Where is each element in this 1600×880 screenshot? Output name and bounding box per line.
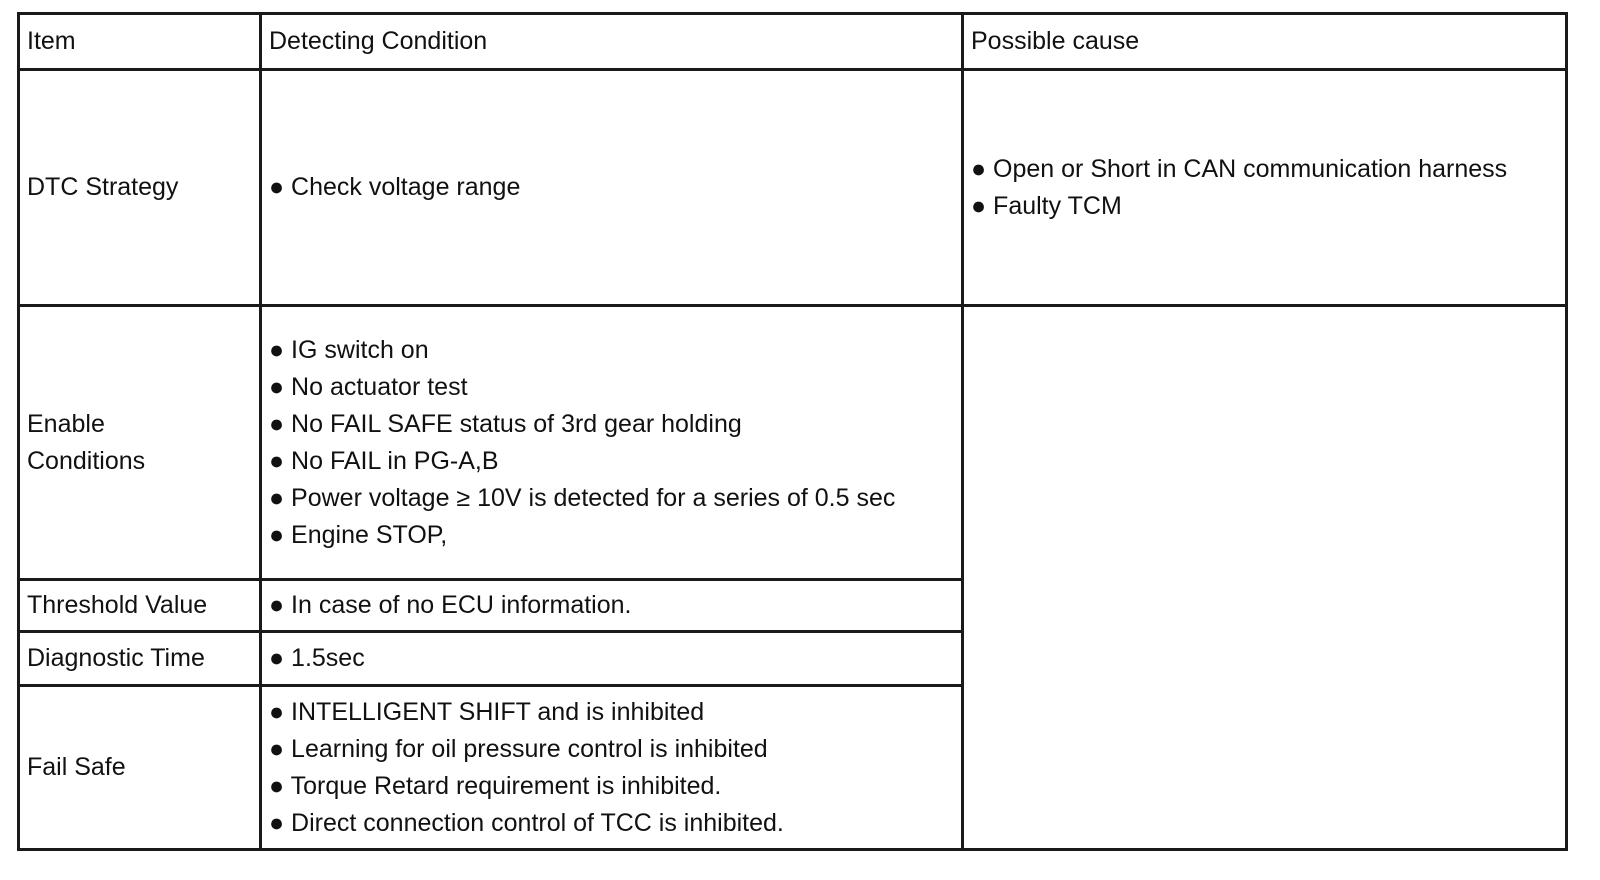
header-row [19,14,1567,70]
condition-line: ● Engine STOP, [269,520,448,549]
condition-diagnostic-time [261,632,963,686]
condition-dtc-strategy [261,70,963,306]
header-possible-cause: Possible cause [963,14,1567,70]
condition-line: ● In case of no ECU information. [269,591,632,619]
condition-line: ● Power voltage ≥ 10V is detected for a series of 0.5 sec [269,483,896,512]
item-threshold-value: Threshold Value [19,580,261,632]
possible-cause-line: ● Open or Short in CAN communication harness [971,154,1508,183]
item-fail-safe: Fail Safe [19,686,261,850]
possible-cause-empty-cell [963,306,1567,850]
condition-line: ● INTELLIGENT SHIFT and is inhibited [269,697,705,726]
condition-line: ● No FAIL SAFE status of 3rd gear holding [269,409,742,438]
dtc-table [17,12,1568,851]
header-detecting-condition: Detecting Condition [261,14,963,70]
condition-line: ● Learning for oil pressure control is inhibited [269,734,768,763]
condition-line: ● Check voltage range [269,173,521,201]
condition-threshold-value [261,580,963,632]
condition-line: ● Torque Retard requirement is inhibited. [269,771,722,800]
item-dtc-strategy: DTC Strategy [19,70,261,306]
table-row-enable-conditions [19,306,1567,580]
condition-line: ● IG switch on [269,335,429,364]
header-item: Item [19,14,261,70]
item-diagnostic-time: Diagnostic Time [19,632,261,686]
condition-line: ● 1.5sec [269,644,365,672]
condition-line: ● Direct connection control of TCC is inhibited. [269,808,784,837]
condition-fail-safe [261,686,963,850]
condition-line: ● No FAIL in PG-A,B [269,446,499,475]
table-row-dtc-strategy [19,70,1567,306]
item-enable-conditions: Enable Conditions [19,306,261,580]
possible-cause-line: ● Faulty TCM [971,191,1122,220]
condition-enable-conditions [261,306,963,580]
condition-line: ● No actuator test [269,372,468,401]
possible-cause-cell [963,70,1567,306]
